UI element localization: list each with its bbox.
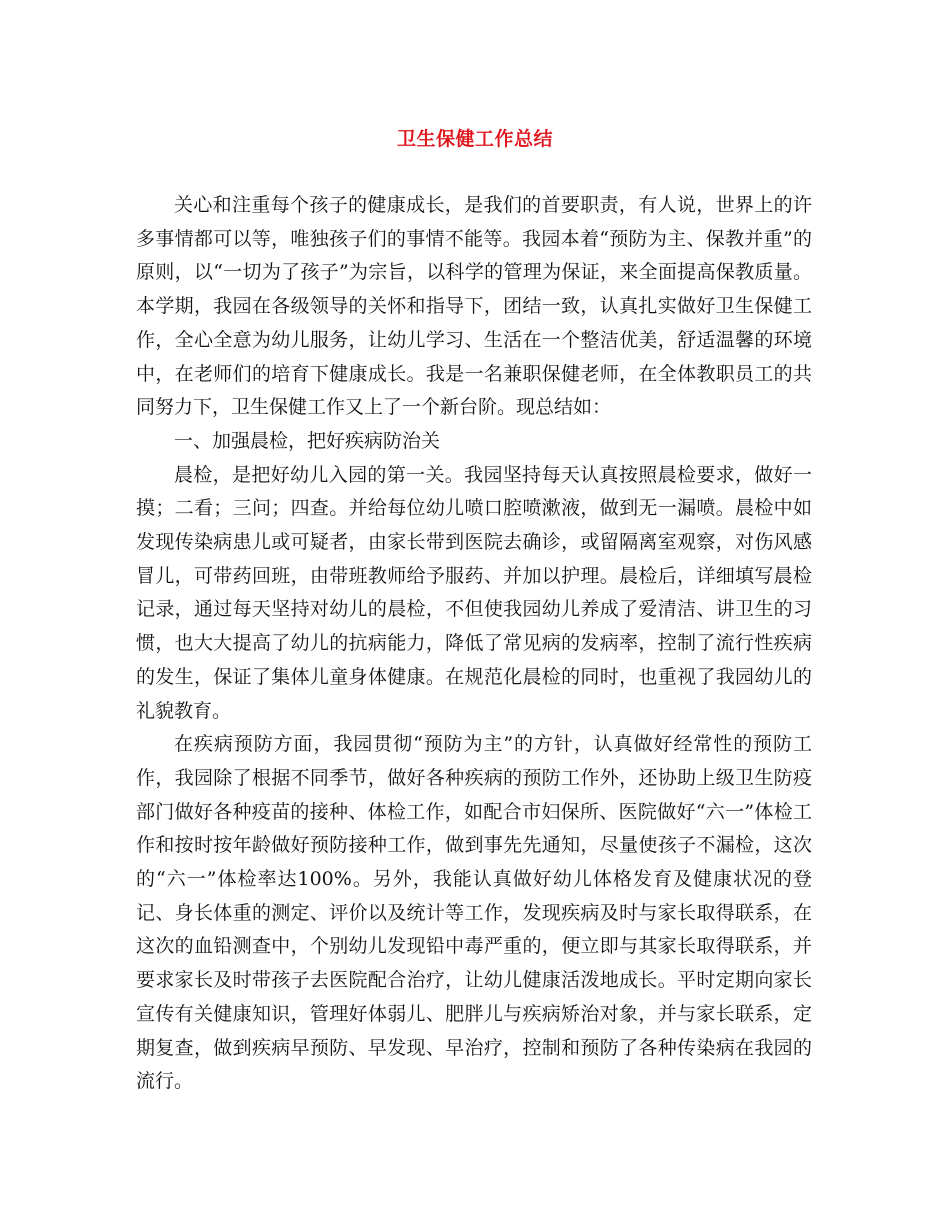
section-heading-morning-check: 一、加强晨检，把好疾病防治关 — [174, 429, 441, 452]
document-body — [136, 189, 812, 1099]
paragraph-disease-prevention: 在疾病预防方面，我园贯彻“预防为主”的方针，认真做好经常性的预防工作，我园除了根据不同季节，做好各种疾病的预防工作外，还协助上级卫生防疫部门做好各种疫苗的接种、体检工作，如配合市妇保所、医院做好“六一”体检工作和按时按年龄做好预防接种工作，做到事先先通知，尽量使孩子不漏检，这次的“六一”体检率达100%。另外，我能认真做好幼儿体格发育及健康状况的登记、身长体重的测定、评价以及统计等工作，发现疾病及时与家长取得联系，在这次的血铅测查中，个别幼儿发现铅中毒严重的，便立即与其家长取得联系，并要求家长及时带孩子去医院配合治疗，让幼儿健康活泼地成长。平时定期向家长宣传有关健康知识，管理好体弱儿、肥胖儿与疾病矫治对象，并与家长联系，定期复查，做到疾病早预防、早发现、早治疗，控制和预防了各种传染病在我园的流行。 — [136, 733, 812, 1093]
paragraph-morning-check: 晨检，是把好幼儿入园的第一关。我园坚持每天认真按照晨检要求，做好一摸；二看；三问；四查。并给每位幼儿喷口腔喷漱液，做到无一漏喷。晨检中如发现传染病患儿或可疑者，由家长带到医院去确诊，或留隔离室观察，对伤风感冒儿，可带药回班，由带班教师给予服药、并加以护理。晨检后，详细填写晨检记录，通过每天坚持对幼儿的晨检，不但使我园幼儿养成了爱清洁、讲卫生的习惯，也大大提高了幼儿的抗病能力，降低了常见病的发病率，控制了流行性疾病的发生，保证了集体儿童身体健康。在规范化晨检的同时，也重视了我园幼儿的礼貌教育。 — [136, 463, 812, 722]
document-title: 卫生保健工作总结 — [396, 128, 553, 150]
paragraph-intro: 关心和注重每个孩子的健康成长，是我们的首要职责，有人说，世界上的许多事情都可以等，唯独孩子们的事情不能等。我园本着“预防为主、保教并重”的原则，以“一切为了孩子”为宗旨，以科学的管理为保证，来全面提高保教质量。本学期，我园在各级领导的关怀和指导下，团结一致，认真扎实做好卫生保健工作，全心全意为幼儿服务，让幼儿学习、生活在一个整洁优美，舒适温馨的环境中，在老师们的培育下健康成长。我是一名兼职保健老师，在全体教职员工的共同努力下，卫生保健工作又上了一个新台阶。现总结如： — [136, 194, 812, 419]
